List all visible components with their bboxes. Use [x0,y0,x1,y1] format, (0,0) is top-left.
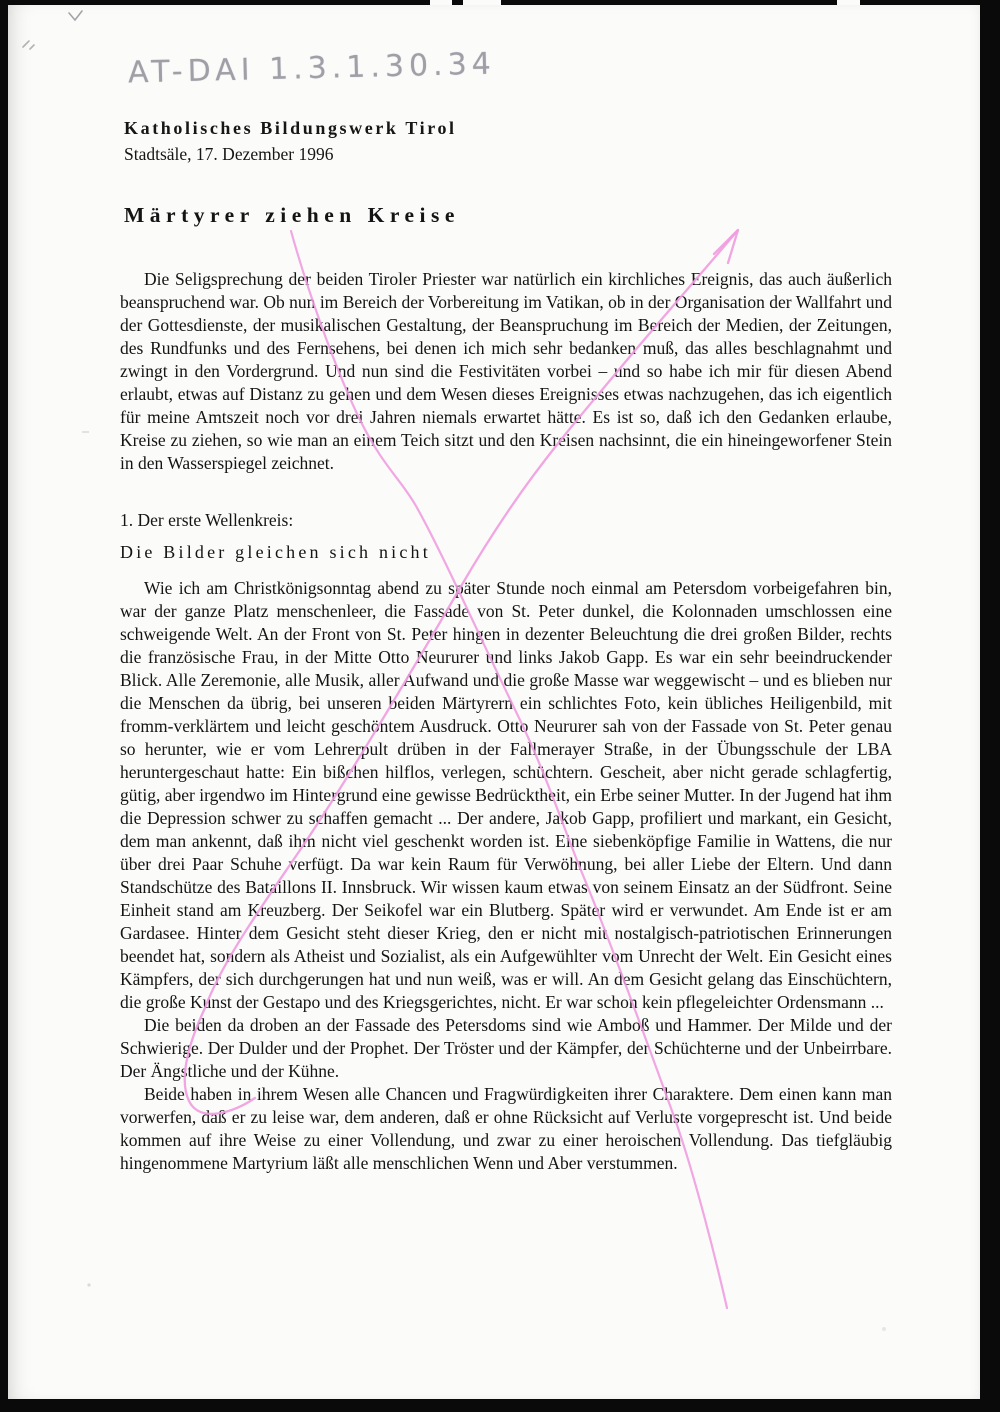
paragraph-intro: Die Seligsprechung der beiden Tiroler Priester war natürlich ein kirchliches Ereignis, das auch äußerlich beanspruchend war. Ob nun im Bereich der Vorbereitung im Vatikan, ob in der Organisation der Wallfahrt und der Gottesdienste, der musikalischen Gestaltung, der Beanspruchung im Bereich der Medien, der Zeitungen, des Rundfunks und des Fernsehens, bei denen ich mich sehr bedanken muß, das alles beschlagnahmt und zwingt in den Vordergrund. Und nun sind die Festivitäten vorbei – und so habe ich mir für diesen Abend erlaubt, etwas auf Distanz zu gehen und dem Wesen dieses Ereignisses etwas nachzugehen, das ich eigentlich für meine Amtszeit noch vor drei Jahren niemals erwartet hätte. Es ist so, daß ich den Gedanken erlaube, Kreise zu ziehen, so wie man an einem Teich sitzt und den Kreisen nachsinnt, die ein hineingeworfener Stein in den Wasserspiegel zeichnet. [120,269,892,473]
document-page [8,5,980,1399]
paragraph-images-comparison: Wie ich am Christkönigsonntag abend zu später Stunde noch einmal am Petersdom vorbeigefahren bin, war der ganze Platz menschenleer, die Fassade von St. Peter dunkel, die Kolonnaden umschlossen eine schweigende Welt. An der Front von St. Peter hingen in dezenter Beleuchtung die drei großen Bilder, rechts die französische Frau, in der Mitte Otto Neururer und links Jakob Gapp. Es war ein sehr beeindruckender Blick. Alle Zeremonie, alle Musik, aller Aufwand und die große Masse war weggewischt – und es blieben nur die Menschen da übrig, bei unseren beiden Märtyrern ein schlichtes Foto, kein übliches Heiligenbild, mit fromm-verklärtem und leicht geschöntem Ausdruck. Otto Neururer sah von der Fassade von St. Peter genau so herunter, wie er vom Lehrerpult drüben in der Fallmerayer Straße, in der Übungsschule der LBA heruntergeschaut hatte: Ein bißchen hilflos, verlegen, schüchtern. Gescheit, aber nicht gerade schlagfertig, gütig, aber irgendwo im Hintergrund eine gewisse Bedrücktheit, ein Erbe seiner Mutter. In der Jugend hat ihm die Depression schwer zu schaffen gemacht ... Der andere, Jakob Gapp, profiliert und markant, ein Gesicht, dem man ankennt, daß ihm nicht viel geschenkt worden ist. Eine siebenköpfige Familie in Wattens, die nur über drei Paar Schuhe verfügt. Da war kein Raum für Verwöhnung, bei aller Liebe der Eltern. Und dann Standschütze des Bataillons II. Innsbruck. Wir wissen kaum etwas von seinem Einsatz an der Südfront. Seine Einheit stand am Kreuzberg. Der Seikofel war ein Blutberg. Später wird er verwundet. Am Ende ist er am Gardasee. Hinter dem Gesicht steht dieser Krieg, den er nicht mit nostalgisch-patriotischen Erinnerungen beendet hat, sondern als Atheist und Sozialist, als ein Aufgewühlter vom Unrecht der Welt. Ein Gesicht eines Kämpfers, der sich durchgerungen hat und nun weiß, was er will. An dem Gesicht gelang das Einschüchtern, die große Kunst der Gestapo und des Kriegsgerichtes, nicht. Er war schon kein pflegeleichter Ordensmann ... [120,578,892,1012]
paragraph-anvil-hammer: Die beiden da droben an der Fassade des Petersdoms sind wie Amboß und Hammer. Der Milde und der Schwierige. Der Dulder und der Prophet. Der Tröster und der Kämpfer, der Schüchterne und der Unbeirrbare. Der Ängstliche und der Kühne. [120,1015,892,1081]
venue-date-line: Stadtsäle, 17. Dezember 1996 [124,144,334,164]
paragraph-both-natures: Beide haben in ihrem Wesen alle Chancen und Fragwürdigkeiten ihrer Charaktere. Dem einen kann man vorwerfen, daß er zu leise war, dem anderen, daß er ohne Rücksicht auf Verluste vorgeprescht ist. Und beide kommen auf ihre Weise zu einer Vollendung, und zwar zu einer heroischen Vollendung. Das tiefgläubig hingenommene Martyrium läßt alle menschlichen Wenn und Aber verstummen. [120,1084,892,1173]
section-heading-title: Die Bilder gleichen sich nicht [120,542,431,562]
document-body [120,268,892,1175]
archive-reference-annotation: AT-DAI 1.3.1.30.34 [127,46,497,91]
scan-edge-notch [837,0,860,5]
document-title: Märtyrer ziehen Kreise [124,203,460,227]
section-heading-number: 1. Der erste Wellenkreis: [120,510,294,530]
scan-edge-notch [463,0,501,5]
scan-edge-notch [430,0,452,5]
organization-name: Katholisches Bildungswerk Tirol [124,118,457,138]
